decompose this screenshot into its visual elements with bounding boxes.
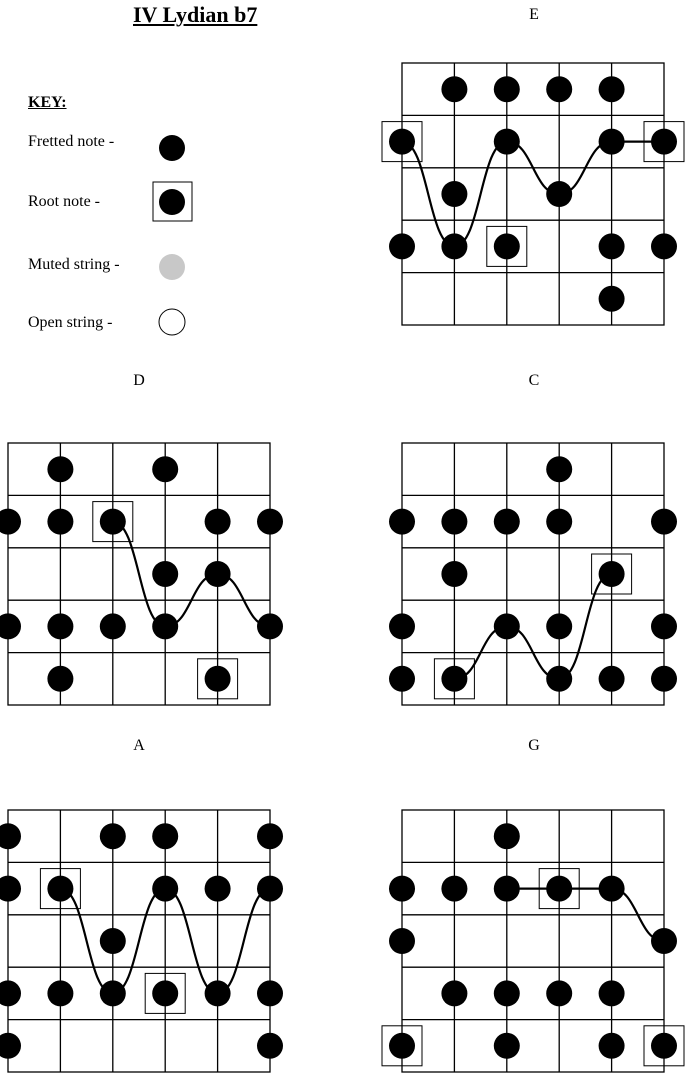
fretted-note	[152, 561, 178, 587]
fretted-note	[47, 509, 73, 535]
fretted-note	[651, 233, 677, 259]
fretted-note	[441, 980, 467, 1006]
root-note	[651, 129, 677, 155]
diagram-label-g: G	[528, 737, 540, 754]
fretted-note	[546, 456, 572, 482]
fretted-note	[494, 823, 520, 849]
fretted-note	[205, 561, 231, 587]
key-open-symbol	[159, 309, 185, 335]
fretted-note	[152, 823, 178, 849]
fretted-note	[546, 613, 572, 639]
fretted-note	[441, 181, 467, 207]
diagram-label-d: D	[133, 372, 145, 389]
fretted-note	[100, 928, 126, 954]
fretted-note	[599, 129, 625, 155]
fretted-note	[651, 928, 677, 954]
fretboard-outline	[402, 443, 664, 705]
root-note	[205, 666, 231, 692]
fretted-note	[546, 666, 572, 692]
diagram-label-c: C	[528, 372, 540, 389]
fretted-note	[546, 76, 572, 102]
fretboard-outline	[402, 63, 664, 325]
fretted-note	[257, 613, 283, 639]
fretted-note	[257, 876, 283, 902]
fretted-note	[152, 876, 178, 902]
key-fretted-symbol	[159, 135, 185, 161]
fretted-note	[0, 613, 21, 639]
root-note	[47, 876, 73, 902]
fretted-note	[599, 666, 625, 692]
fretted-note	[389, 509, 415, 535]
diagram-g	[382, 810, 684, 1072]
key-root-label: Root note -	[28, 193, 100, 210]
fretted-note	[100, 980, 126, 1006]
fretboard-diagrams	[0, 63, 684, 1072]
key-muted-symbol	[159, 254, 185, 280]
fretted-note	[257, 980, 283, 1006]
key-heading: KEY:	[28, 94, 67, 111]
key-fretted-label: Fretted note -	[28, 133, 115, 150]
fretted-note	[205, 876, 231, 902]
pattern-line	[454, 574, 611, 679]
fretted-note	[152, 613, 178, 639]
fretted-note	[257, 823, 283, 849]
diagram-a	[0, 810, 283, 1072]
diagram-label-e: E	[529, 6, 539, 23]
fretted-note	[494, 980, 520, 1006]
fretted-note	[546, 181, 572, 207]
fretted-note	[441, 509, 467, 535]
fretted-note	[651, 509, 677, 535]
fretted-note	[47, 456, 73, 482]
fretted-note	[257, 509, 283, 535]
fretboard-outline	[402, 810, 664, 1072]
fretted-note	[494, 509, 520, 535]
fretted-note	[0, 980, 21, 1006]
fretted-note	[47, 666, 73, 692]
root-note	[100, 509, 126, 535]
fretted-note	[546, 509, 572, 535]
fretted-note	[441, 233, 467, 259]
fretted-note	[651, 613, 677, 639]
root-note	[389, 129, 415, 155]
fretted-note	[389, 613, 415, 639]
fretted-note	[494, 76, 520, 102]
fretted-note	[546, 980, 572, 1006]
fretted-note	[389, 928, 415, 954]
fretted-note	[100, 823, 126, 849]
key-muted-label: Muted string -	[28, 256, 120, 273]
fretted-note	[441, 76, 467, 102]
fretted-note	[100, 613, 126, 639]
root-note	[599, 561, 625, 587]
fretted-note	[205, 980, 231, 1006]
fretted-note	[599, 876, 625, 902]
root-note	[152, 980, 178, 1006]
fretted-note	[441, 561, 467, 587]
fretted-note	[494, 129, 520, 155]
fretted-note	[0, 509, 21, 535]
diagram-d	[0, 443, 283, 705]
fretted-note	[494, 876, 520, 902]
fretted-note	[47, 980, 73, 1006]
fretted-note	[599, 980, 625, 1006]
fretted-note	[0, 876, 21, 902]
fretted-note	[152, 456, 178, 482]
page-title: IV Lydian b7	[133, 2, 258, 27]
diagram-label-a: A	[133, 737, 145, 754]
key-open-label: Open string -	[28, 314, 113, 331]
diagram-c	[389, 443, 677, 705]
root-note	[651, 1033, 677, 1059]
fretted-note	[494, 613, 520, 639]
fretted-note	[389, 876, 415, 902]
fretted-note	[257, 1033, 283, 1059]
fretted-note	[389, 233, 415, 259]
fretted-note	[651, 666, 677, 692]
root-note	[494, 233, 520, 259]
diagram-e	[382, 63, 684, 325]
root-note	[389, 1033, 415, 1059]
key-symbols	[153, 135, 192, 335]
fretted-note	[389, 666, 415, 692]
pattern-line	[113, 522, 270, 627]
fretted-note	[599, 233, 625, 259]
fretted-note	[599, 1033, 625, 1059]
fretted-note	[0, 823, 21, 849]
fretted-note	[494, 1033, 520, 1059]
fretted-note	[599, 76, 625, 102]
fretted-note	[599, 286, 625, 312]
pattern-line	[402, 142, 664, 247]
fretted-note	[47, 613, 73, 639]
fretted-note	[205, 509, 231, 535]
root-note	[441, 666, 467, 692]
fretted-note	[441, 876, 467, 902]
fretted-note	[0, 1033, 21, 1059]
key-root-symbol	[159, 189, 185, 215]
root-note	[546, 876, 572, 902]
